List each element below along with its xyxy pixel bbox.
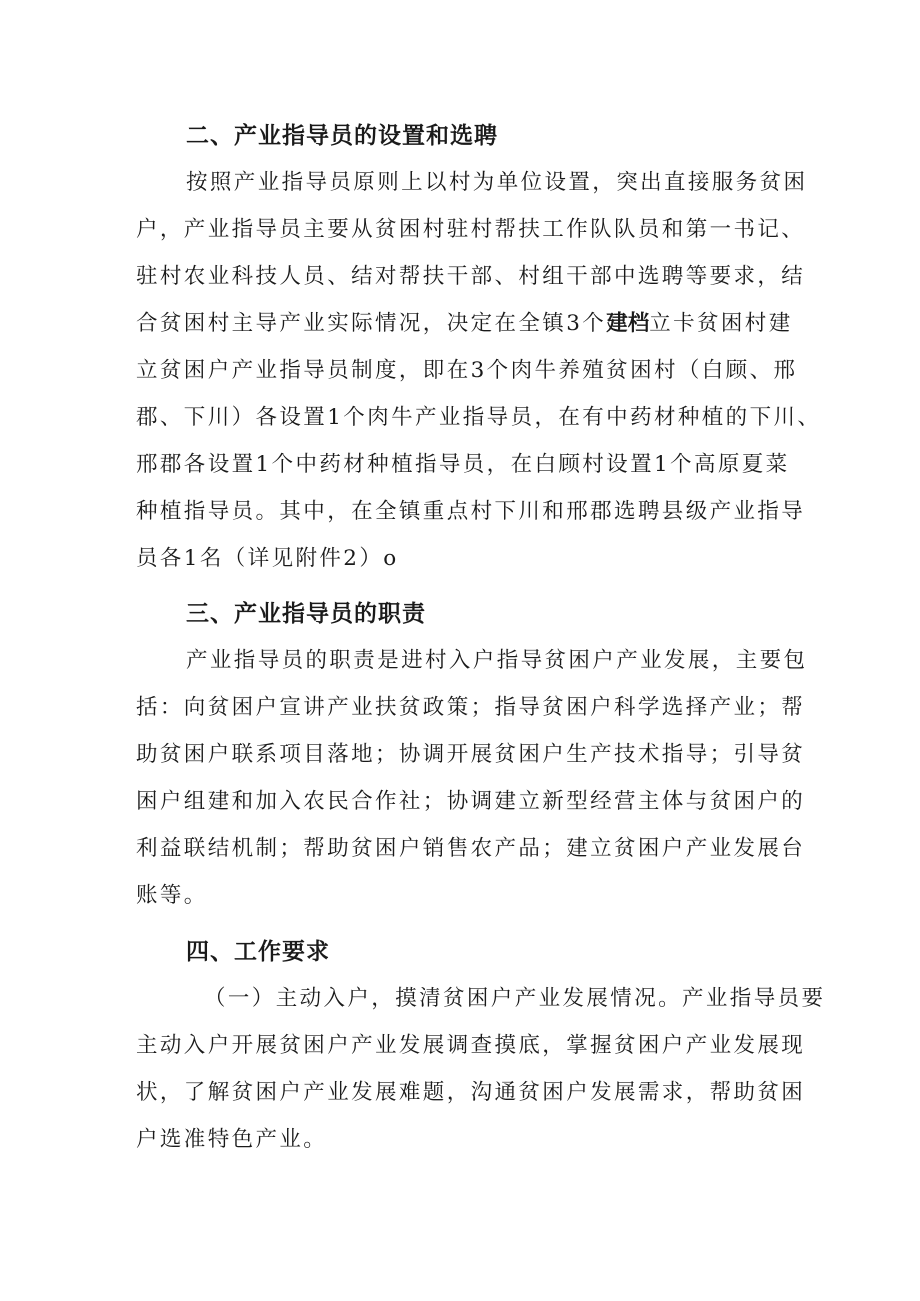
text-fragment: 合贫困村主导产业实际情况，决定在全镇3个 <box>136 311 607 336</box>
text-line: 郡、下川）各设置1个肉牛产业指导员，在有中药材种植的下川、 <box>136 405 822 430</box>
text-line: 利益联结机制；帮助贫困户销售农产品；建立贫困户产业发展台 <box>136 836 806 861</box>
text-fragment: 立卡贫困村建 <box>649 311 793 336</box>
text-line: （一）主动入户，摸清贫困户产业发展情况。产业指导员要 <box>204 986 826 1011</box>
text-line: 员各1名（详见附件2）o <box>136 546 399 571</box>
text-line: 状，了解贫困户产业发展难题，沟通贫困户发展需求，帮助贫困 <box>136 1080 806 1105</box>
text-line: 账等。 <box>136 883 208 908</box>
text-line: 困户组建和加入农民合作社；协调建立新型经营主体与贫困户的 <box>136 789 806 814</box>
text-line: 立贫困户产业指导员制度，即在3个肉牛养殖贫困村（白顾、邢 <box>136 358 798 383</box>
text-line: 按照产业指导员原则上以村为单位设置，突出直接服务贫困 <box>186 170 808 195</box>
text-line: 助贫困户联系项目落地；协调开展贫困户生产技术指导；引导贫 <box>136 742 806 767</box>
text-line: 户选准特色产业。 <box>136 1127 328 1152</box>
text-line: 户，产业指导员主要从贫困村驻村帮扶工作队队员和第一书记、 <box>136 217 806 242</box>
text-line: 括：向贫困户宣讲产业扶贫政策；指导贫困户科学选择产业；帮 <box>136 695 806 720</box>
text-line: 邢郡各设置1个中药材种植指导员，在白顾村设置1个高原夏菜 <box>136 452 790 477</box>
text-line: 驻村农业科技人员、结对帮扶干部、村组干部中选聘等要求，结 <box>136 264 806 289</box>
text-line: 产业指导员的职责是进村入户指导贫困户产业发展，主要包 <box>186 648 808 673</box>
text-line <box>136 309 793 339</box>
section4-heading: 四、工作要求 <box>186 939 330 965</box>
text-line: 主动入户开展贫困户产业发展调查摸底，掌握贫困户产业发展现 <box>136 1033 806 1058</box>
section3-heading: 三、产业指导员的职责 <box>186 601 426 627</box>
text-fragment-bold: 建档 <box>606 311 650 336</box>
section2-heading: 二、产业指导员的设置和选聘 <box>186 123 498 149</box>
text-line: 种植指导员。其中，在全镇重点村下川和邢郡选聘县级产业指导 <box>136 499 806 524</box>
